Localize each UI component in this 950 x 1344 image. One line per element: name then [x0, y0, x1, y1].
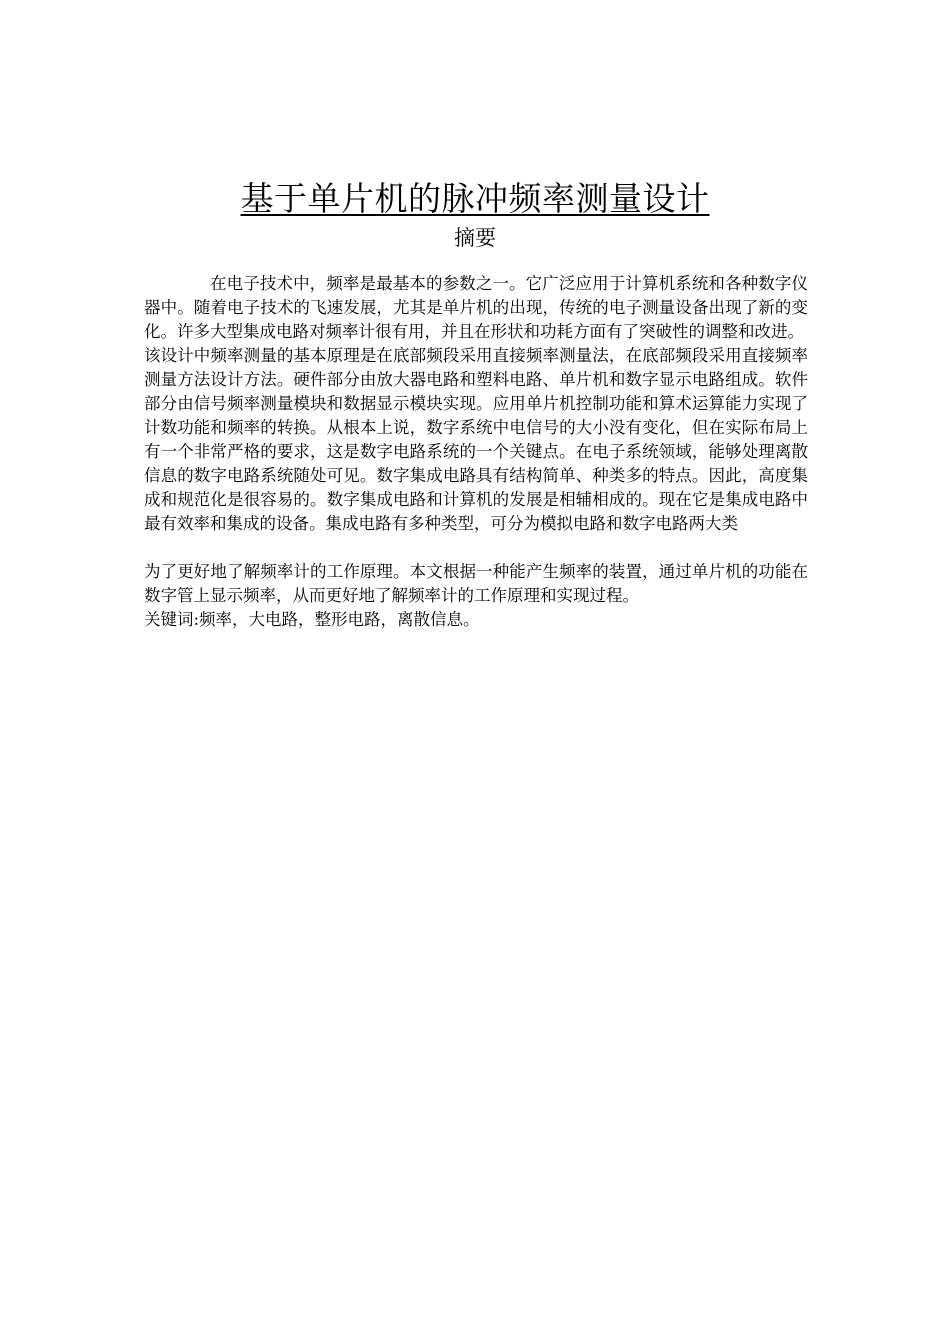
abstract-paragraph-intro: 在电子技术中，频率是最基本的参数之一。它广泛应用于计算机系统和各种数字仪器中。随着电子技术的飞速发展，尤其是单片机的出现，传统的电子测量设备出现了新的变化。许多大型集成电路对频率计很有用，并且在形状和功耗方面有了突破性的调整和改进。 — [144, 274, 808, 341]
document-title: 基于单片机的脉冲频率测量设计 — [240, 179, 710, 218]
keywords-line: 关键词:频率，大电路，整形电路，离散信息。 — [144, 610, 480, 629]
abstract-heading: 摘要 — [454, 226, 496, 250]
abstract-paragraph-design: 该设计中频率测量的基本原理是在底部频段采用直接频率测量法，在底部频段采用直接频率测量方法设计方法。硬件部分由放大器电路和塑料电路、单片机和数字显示电路组成。软件部分由信号频率测量模块和数据显示模块实现。应用单片机控制功能和算术运算能力实现了计数功能和频率的转换。从根本上说，数字系统中电信号的大小没有变化，但在实际布局上有一个非常严格的要求，这是数字电路系统的一个关键点。在电子系统领域，能够处理离散信息的数字电路系统随处可见。数字集成电路具有结构简单、种类多的特点。因此，高度集成和规范化是很容易的。数字集成电路和计算机的发展是相辅相成的。现在它是集成电路中最有效率和集成的设备。集成电路有多种类型，可分为模拟电路和数字电路两大类 — [144, 346, 808, 533]
abstract-paragraph-purpose: 为了更好地了解频率计的工作原理。本文根据一种能产生频率的装置，通过单片机的功能在数字管上显示频率，从而更好地了解频率计的工作原理和实现过程。 — [144, 562, 808, 605]
abstract-body — [144, 272, 808, 632]
